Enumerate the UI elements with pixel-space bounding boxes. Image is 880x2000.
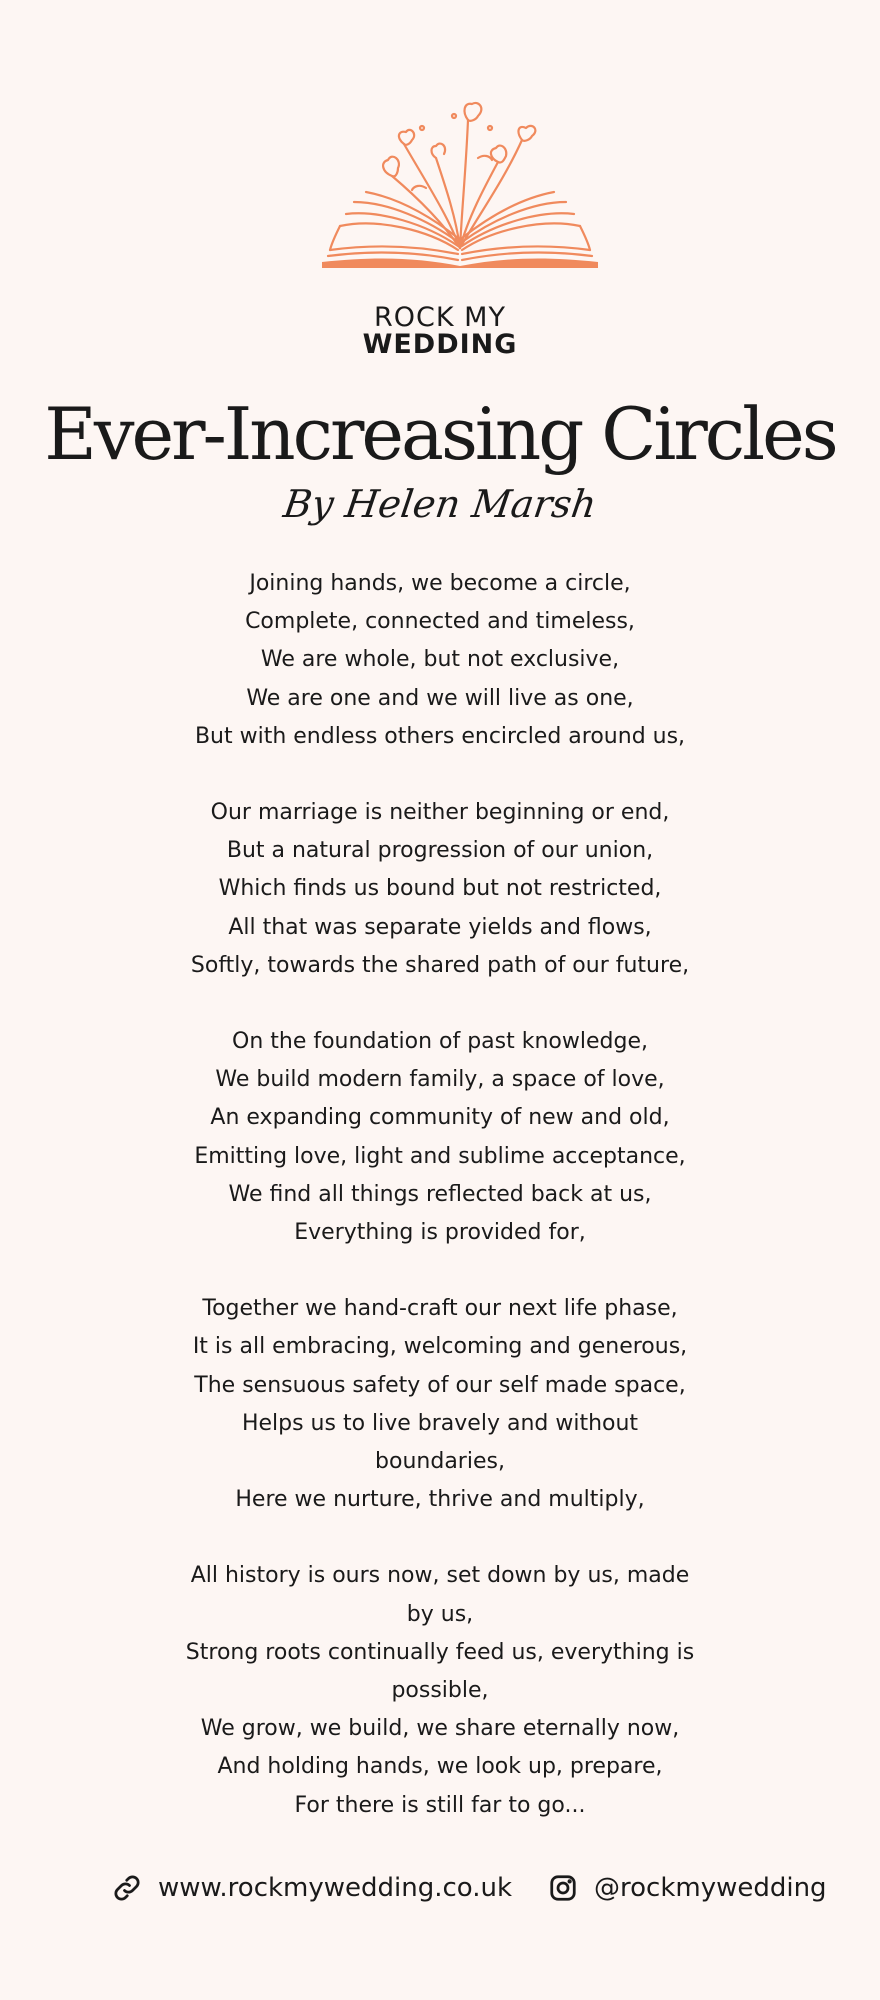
poem-line: We grow, we build, we share eternally now, — [200, 1716, 680, 1742]
poem-title: Ever-Increasing Circles — [44, 392, 836, 476]
footer — [0, 1868, 880, 1908]
poem-stanza — [180, 794, 700, 985]
poem-byline: By Helen Marsh — [280, 482, 600, 526]
poem-stanza — [180, 1557, 700, 1824]
open-book-with-flowers-icon — [318, 98, 602, 270]
poem-line: The sensuous safety of our self made space, — [194, 1372, 686, 1398]
poem-line: Joining hands, we become a circle, — [249, 571, 631, 596]
poem-line: We find all things reflected back at us, — [228, 1181, 652, 1207]
poem-stanza — [180, 1290, 700, 1519]
poem-line: Here we nurture, thrive and multiply, — [235, 1487, 645, 1513]
instagram-icon — [548, 1873, 578, 1903]
poem-stanza — [180, 1023, 700, 1252]
poem-line: We are one and we will live as one, — [246, 685, 634, 711]
brand-name-line1: ROCK MY — [374, 302, 506, 333]
instagram-link[interactable] — [548, 1868, 827, 1908]
poem-line: We build modern family, a space of love, — [215, 1067, 665, 1093]
link-icon — [112, 1873, 142, 1903]
poem-line: All history is ours now, set down by us, made by us, — [190, 1563, 690, 1627]
poem-line: Emitting love, light and sublime acceptance, — [194, 1143, 686, 1169]
poem-line: Softly, towards the shared path of our future, — [190, 952, 690, 978]
poem-line: It is all embracing, welcoming and generous, — [192, 1334, 688, 1360]
brand-name-line2: WEDDING — [362, 329, 518, 360]
poem-line: But with endless others encircled around us, — [194, 723, 686, 749]
poem-line: Complete, connected and timeless, — [245, 609, 635, 635]
poem-line: All that was separate yields and flows, — [228, 914, 652, 940]
poem-stanza — [180, 565, 700, 756]
poem-line: And holding hands, we look up, prepare, — [217, 1754, 663, 1780]
website-link[interactable] — [112, 1868, 512, 1908]
instagram-handle: @rockmywedding — [594, 1873, 827, 1903]
poem-line: Our marriage is neither beginning or end, — [210, 800, 670, 826]
poem-line: For there is still far to go... — [294, 1792, 586, 1818]
poem-line: Strong roots continually feed us, everything is possible, — [185, 1639, 695, 1704]
poem-line: We are whole, but not exclusive, — [260, 647, 620, 673]
poem-line: Everything is provided for, — [294, 1220, 586, 1246]
poem-line: An expanding community of new and old, — [210, 1105, 670, 1131]
poem-line: On the foundation of past knowledge, — [232, 1029, 648, 1055]
poem-line: But a natural progression of our union, — [226, 838, 654, 864]
website-text: www.rockmywedding.co.uk — [158, 1873, 513, 1903]
poem-body — [0, 565, 880, 1863]
poem-line: Together we hand-craft our next life phase, — [202, 1296, 678, 1322]
poem-line: Which finds us bound but not restricted, — [218, 876, 662, 902]
poem-line: Helps us to live bravely and without boundaries, — [241, 1410, 639, 1475]
